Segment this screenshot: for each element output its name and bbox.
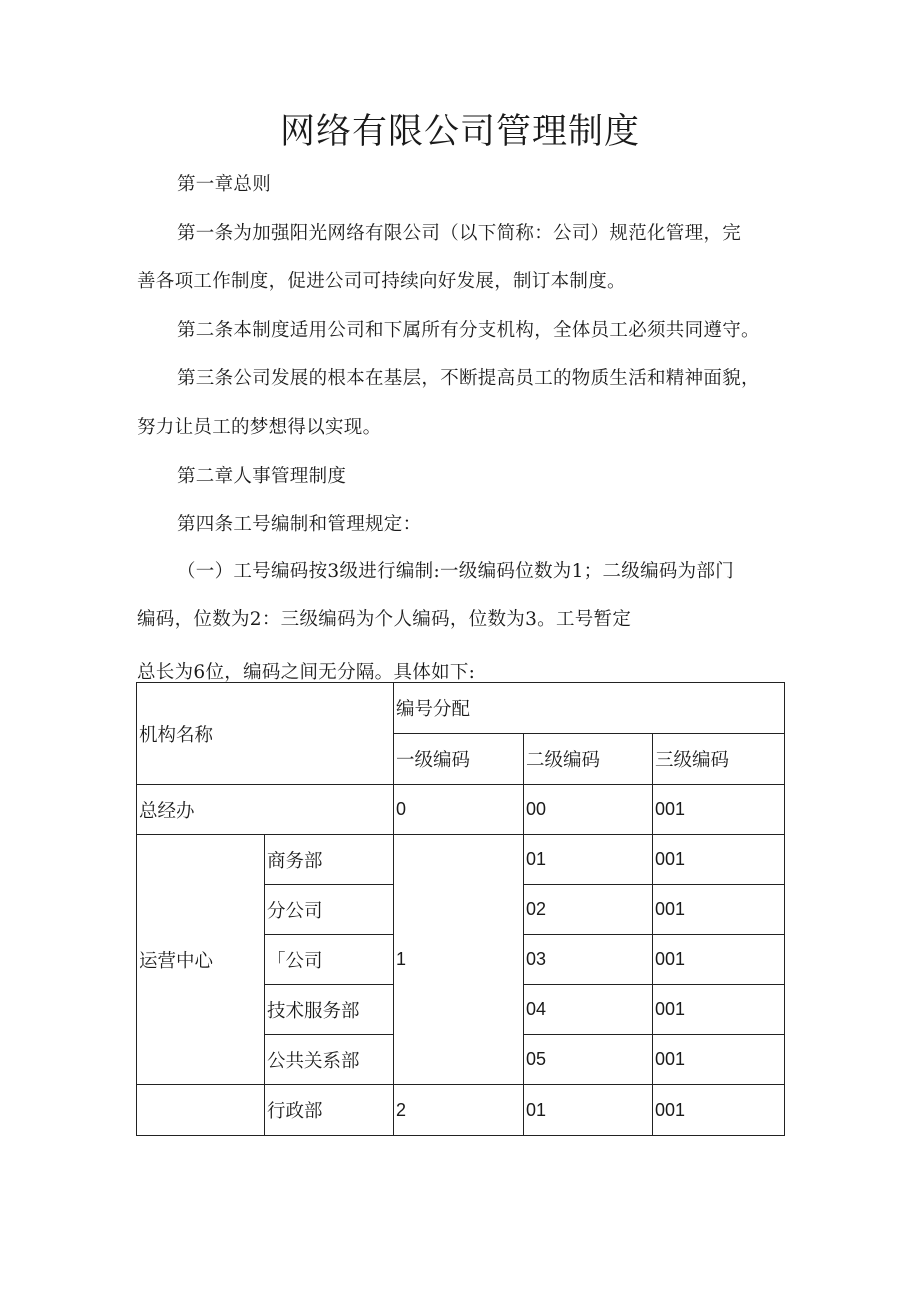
- employee-id-code-table: [136, 682, 785, 1136]
- level-3-cell: 001: [653, 985, 785, 1035]
- level-3-cell: 001: [653, 885, 785, 935]
- article-1-line-2: 善各项工作制度，促进公司可持续向好发展，制订本制度。: [137, 271, 626, 292]
- dept-cell: 行政部: [265, 1085, 394, 1136]
- level-2-cell: 01: [524, 835, 653, 885]
- level-3-cell: 001: [653, 835, 785, 885]
- header-code-allocation: 编号分配: [394, 683, 785, 734]
- header-level-3: 三级编码: [653, 734, 785, 785]
- document-title: 网络有限公司管理制度: [279, 112, 640, 152]
- dept-cell: 分公司: [265, 885, 394, 935]
- level-3-cell: 001: [653, 1085, 785, 1136]
- article-2: 第二条本制度适用公司和下属所有分支机构，全体员工必须共同遵守。: [177, 320, 760, 341]
- article-4-heading: 第四条工号编制和管理规定：: [177, 514, 422, 535]
- ops-level-1-cell: 1: [394, 835, 524, 1085]
- org-name-cell: 总经办: [137, 785, 394, 835]
- dept-cell: 商务部: [265, 835, 394, 885]
- clause-1-line-2: 编码，位数为2：三级编码为个人编码，位数为3。工号暂定: [137, 609, 632, 630]
- level-2-cell: 03: [524, 935, 653, 985]
- article-3-line-2: 努力让员工的梦想得以实现。: [137, 417, 382, 438]
- chapter-1-heading: 第一章总则: [177, 174, 272, 195]
- ops-center-cell: 运营中心: [137, 835, 265, 1085]
- level-3-cell: 001: [653, 785, 785, 835]
- level-2-cell: 04: [524, 985, 653, 1035]
- dept-cell: 技术服务部: [265, 985, 394, 1035]
- header-level-1: 一级编码: [394, 734, 524, 785]
- table-row: [137, 785, 785, 835]
- header-level-2: 二级编码: [524, 734, 653, 785]
- article-3-line-1: 第三条公司发展的根本在基层，不断提高员工的物质生活和精神面貌，: [177, 368, 760, 389]
- level-1-cell: 0: [394, 785, 524, 835]
- table-row: [137, 835, 785, 885]
- empty-org-cell: [137, 1085, 265, 1136]
- article-1-line-1: 第一条为加强阳光网络有限公司（以下简称：公司）规范化管理，完: [177, 223, 742, 244]
- dept-cell: 「公司: [265, 935, 394, 985]
- level-3-cell: 001: [653, 1035, 785, 1085]
- level-2-cell: 01: [524, 1085, 653, 1136]
- header-org-name: 机构名称: [137, 683, 394, 785]
- clause-1-line-3: 总长为6位，编码之间无分隔。具体如下:: [137, 662, 476, 683]
- level-2-cell: 00: [524, 785, 653, 835]
- level-2-cell: 02: [524, 885, 653, 935]
- chapter-2-heading: 第二章人事管理制度: [177, 466, 347, 487]
- level-3-cell: 001: [653, 935, 785, 985]
- level-1-cell: 2: [394, 1085, 524, 1136]
- table-row: [137, 1085, 785, 1136]
- level-2-cell: 05: [524, 1035, 653, 1085]
- dept-cell: 公共关系部: [265, 1035, 394, 1085]
- clause-1-line-1: （一）工号编码按3级进行编制:一级编码位数为1；二级编码为部门: [177, 561, 735, 582]
